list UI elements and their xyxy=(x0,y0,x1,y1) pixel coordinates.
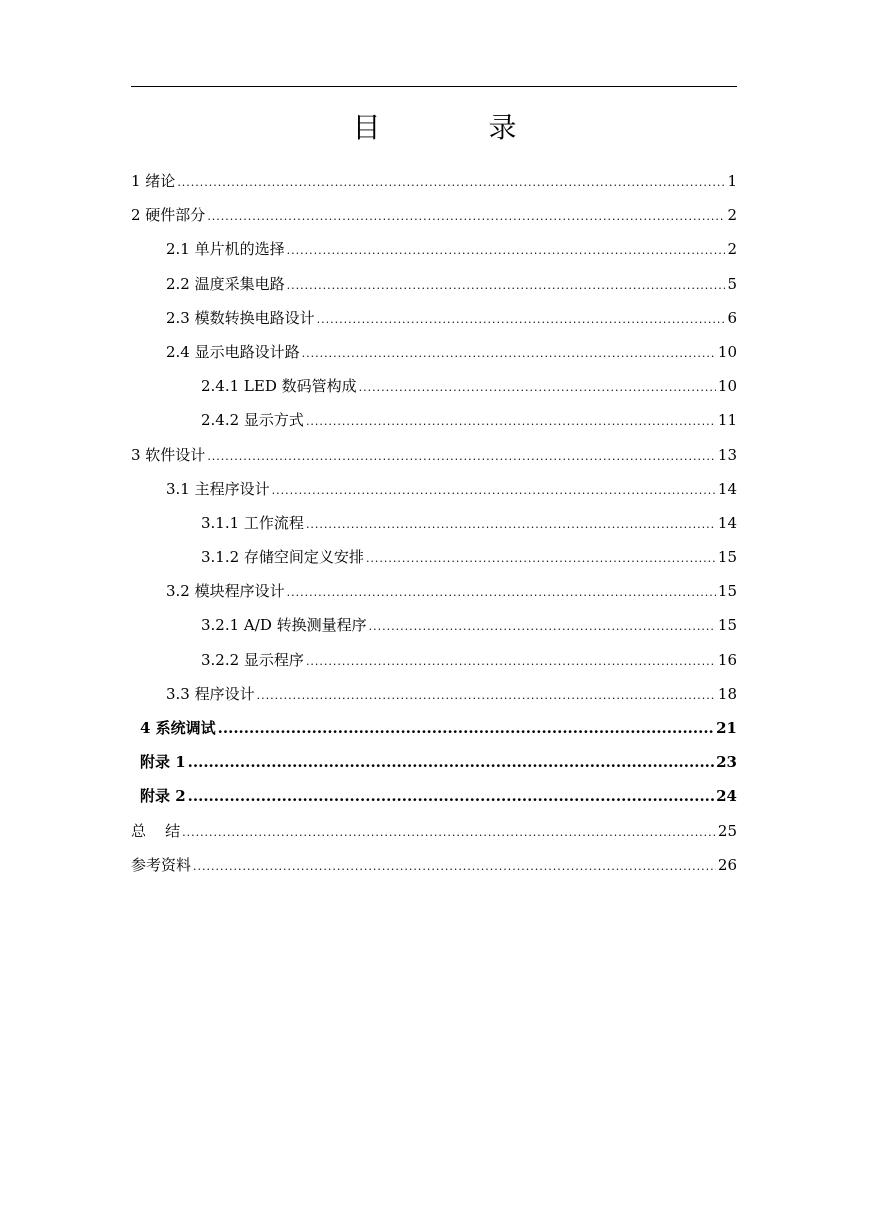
toc-label: 3.1.1 工作流程 xyxy=(201,513,304,532)
toc-entry-3-3[interactable] xyxy=(131,683,737,717)
toc-label: 2.4 显示电路设计路 xyxy=(166,342,300,361)
toc-page: 2 xyxy=(727,240,737,259)
page-title: 目 录 xyxy=(352,111,557,144)
toc-entry-summary[interactable] xyxy=(131,820,737,854)
toc-leader xyxy=(257,689,716,702)
toc-page: 5 xyxy=(727,274,737,293)
toc-page: 15 xyxy=(717,616,737,635)
toc-page: 23 xyxy=(716,753,737,772)
toc-leader xyxy=(366,552,716,565)
toc-leader xyxy=(359,381,716,394)
toc-entry-2-1[interactable] xyxy=(131,238,737,272)
toc-page: 15 xyxy=(717,548,737,567)
table-of-contents xyxy=(131,170,737,888)
toc-label: 参考资料 xyxy=(131,855,192,874)
toc-label: 3.3 程序设计 xyxy=(166,684,255,703)
toc-label: 附录 2 xyxy=(140,787,186,806)
toc-entry-3-2-2[interactable] xyxy=(131,649,737,683)
toc-label: 附录 1 xyxy=(140,753,186,772)
toc-label: 总 结 xyxy=(131,821,181,840)
toc-leader xyxy=(287,586,716,599)
toc-leader xyxy=(188,753,714,771)
toc-entry-1[interactable] xyxy=(131,170,737,204)
toc-page: 6 xyxy=(727,308,737,327)
toc-leader xyxy=(306,655,716,668)
toc-page: 11 xyxy=(717,411,737,430)
toc-page: 13 xyxy=(717,445,737,464)
toc-entry-2[interactable] xyxy=(131,204,737,238)
toc-leader xyxy=(317,313,726,326)
toc-entry-references[interactable] xyxy=(131,854,737,888)
toc-page: 15 xyxy=(717,582,737,601)
toc-label: 3.2.2 显示程序 xyxy=(201,650,304,669)
toc-entry-3-2-1[interactable] xyxy=(131,614,737,648)
toc-label: 2 硬件部分 xyxy=(131,206,206,225)
toc-entry-2-2[interactable] xyxy=(131,273,737,307)
toc-page: 21 xyxy=(716,719,737,737)
toc-leader xyxy=(306,518,716,531)
toc-page: 16 xyxy=(717,650,737,669)
toc-label: 3.2.1 A/D 转换测量程序 xyxy=(201,616,367,635)
toc-leader xyxy=(207,450,716,463)
toc-label: 3.1.2 存储空间定义安排 xyxy=(201,548,364,567)
toc-entry-appendix-1[interactable] xyxy=(131,751,737,785)
toc-label: 2.1 单片机的选择 xyxy=(166,240,285,259)
toc-leader xyxy=(306,415,716,428)
toc-page: 25 xyxy=(717,821,737,840)
toc-entry-2-4-1[interactable] xyxy=(131,375,737,409)
toc-entry-3-1[interactable] xyxy=(131,478,737,512)
toc-page: 1 xyxy=(727,172,737,190)
toc-leader xyxy=(287,244,726,257)
toc-page: 10 xyxy=(717,342,737,361)
toc-leader xyxy=(188,787,714,805)
toc-label: 2.4.2 显示方式 xyxy=(201,411,304,430)
toc-label: 3 软件设计 xyxy=(131,445,206,464)
toc-leader xyxy=(272,484,716,497)
toc-leader xyxy=(302,347,716,360)
toc-page: 26 xyxy=(717,855,737,874)
toc-page: 18 xyxy=(717,684,737,703)
toc-page: 2 xyxy=(727,206,737,225)
toc-entry-2-4[interactable] xyxy=(131,341,737,375)
toc-label: 1 绪论 xyxy=(131,172,176,190)
toc-entry-3-1-2[interactable] xyxy=(131,546,737,580)
toc-page: 14 xyxy=(717,513,737,532)
toc-entry-2-3[interactable] xyxy=(131,307,737,341)
toc-label: 2.3 模数转换电路设计 xyxy=(166,308,315,327)
header-rule xyxy=(131,86,737,87)
toc-entry-3-2[interactable] xyxy=(131,580,737,614)
toc-entry-appendix-2[interactable] xyxy=(131,785,737,819)
toc-label: 2.4.1 LED 数码管构成 xyxy=(201,377,357,396)
toc-entry-4[interactable] xyxy=(131,717,737,751)
toc-leader xyxy=(177,176,725,189)
toc-page: 14 xyxy=(717,479,737,498)
toc-leader xyxy=(193,860,716,873)
toc-leader xyxy=(182,826,716,839)
toc-page: 24 xyxy=(716,787,737,806)
toc-label: 2.2 温度采集电路 xyxy=(166,274,285,293)
toc-leader xyxy=(207,210,725,223)
toc-leader xyxy=(218,719,714,737)
toc-label: 3.2 模块程序设计 xyxy=(166,582,285,601)
toc-label: 3.1 主程序设计 xyxy=(166,479,270,498)
toc-entry-2-4-2[interactable] xyxy=(131,409,737,443)
toc-leader xyxy=(287,279,726,292)
toc-label: 4 系统调试 xyxy=(140,719,216,737)
toc-entry-3-1-1[interactable] xyxy=(131,512,737,546)
toc-entry-3[interactable] xyxy=(131,444,737,478)
toc-page: 10 xyxy=(717,377,737,396)
toc-leader xyxy=(369,620,716,633)
